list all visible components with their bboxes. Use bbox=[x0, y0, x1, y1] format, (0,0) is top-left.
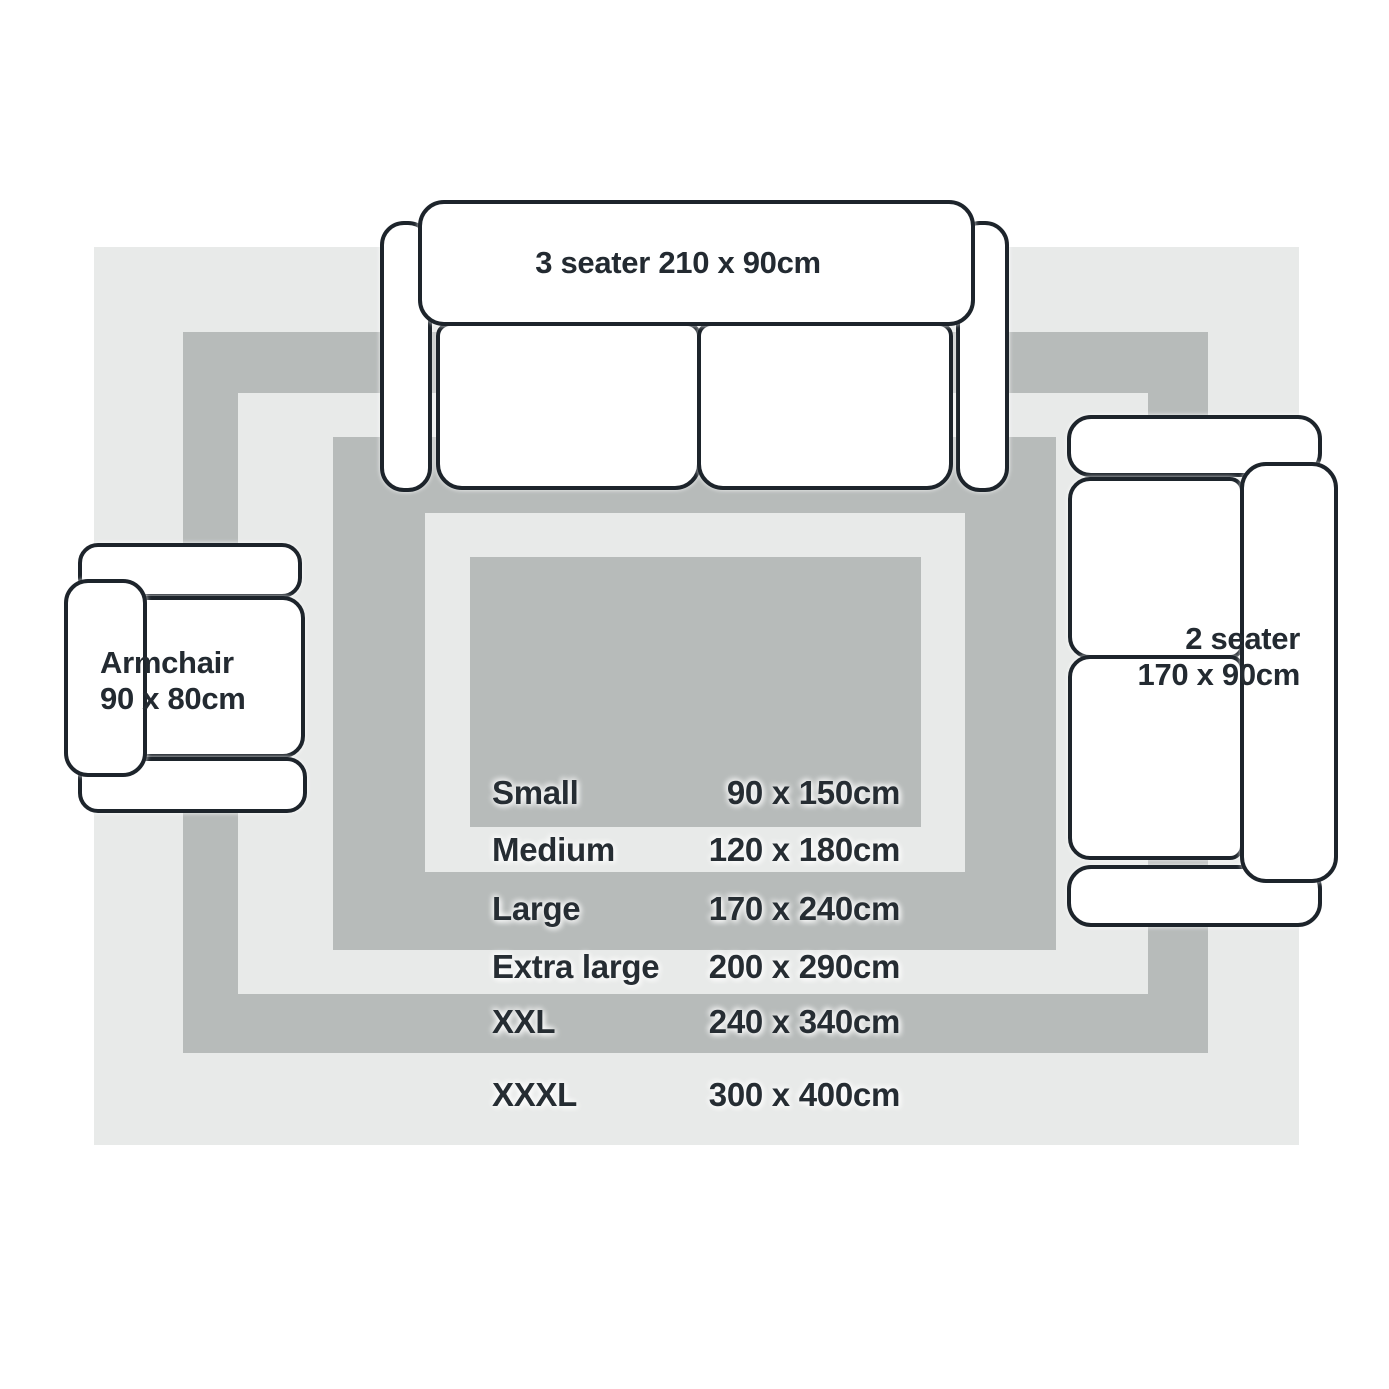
size-name: Medium bbox=[492, 831, 615, 868]
size-name: Large bbox=[492, 890, 581, 927]
armchair-label-line2: 90 x 80cm bbox=[100, 681, 246, 716]
size-name: Extra large bbox=[492, 948, 660, 985]
armchair-label-line1: Armchair bbox=[100, 645, 234, 680]
sofa-3-seater-label: 3 seater 210 x 90cm bbox=[535, 245, 821, 280]
size-row-extra-large bbox=[492, 947, 900, 987]
size-dimensions: 90 x 150cm bbox=[726, 774, 900, 811]
size-dimensions: 120 x 180cm bbox=[708, 831, 900, 868]
size-name: Small bbox=[492, 774, 579, 811]
size-row-large bbox=[492, 889, 900, 929]
sofa-2-seater-label-line2: 170 x 90cm bbox=[1137, 657, 1300, 692]
size-dimensions: 300 x 400cm bbox=[708, 1076, 900, 1113]
size-dimensions: 170 x 240cm bbox=[708, 890, 900, 927]
size-row-medium bbox=[492, 830, 900, 870]
size-row-small bbox=[492, 773, 900, 813]
size-dimensions: 240 x 340cm bbox=[708, 1003, 900, 1040]
size-name: XXXL bbox=[492, 1076, 577, 1113]
size-name: XXL bbox=[492, 1003, 556, 1040]
sofa-2-seater-label-line1: 2 seater bbox=[1185, 621, 1300, 656]
sofa-2-seater-label bbox=[1060, 621, 1300, 693]
size-row-xxxl bbox=[492, 1075, 900, 1115]
size-row-xxl bbox=[492, 1002, 900, 1042]
armchair-label bbox=[100, 645, 246, 717]
sofa-3-seater-seat-cushion bbox=[436, 322, 701, 490]
sofa-3-seater-seat-cushion bbox=[697, 322, 953, 490]
size-dimensions: 200 x 290cm bbox=[708, 948, 900, 985]
